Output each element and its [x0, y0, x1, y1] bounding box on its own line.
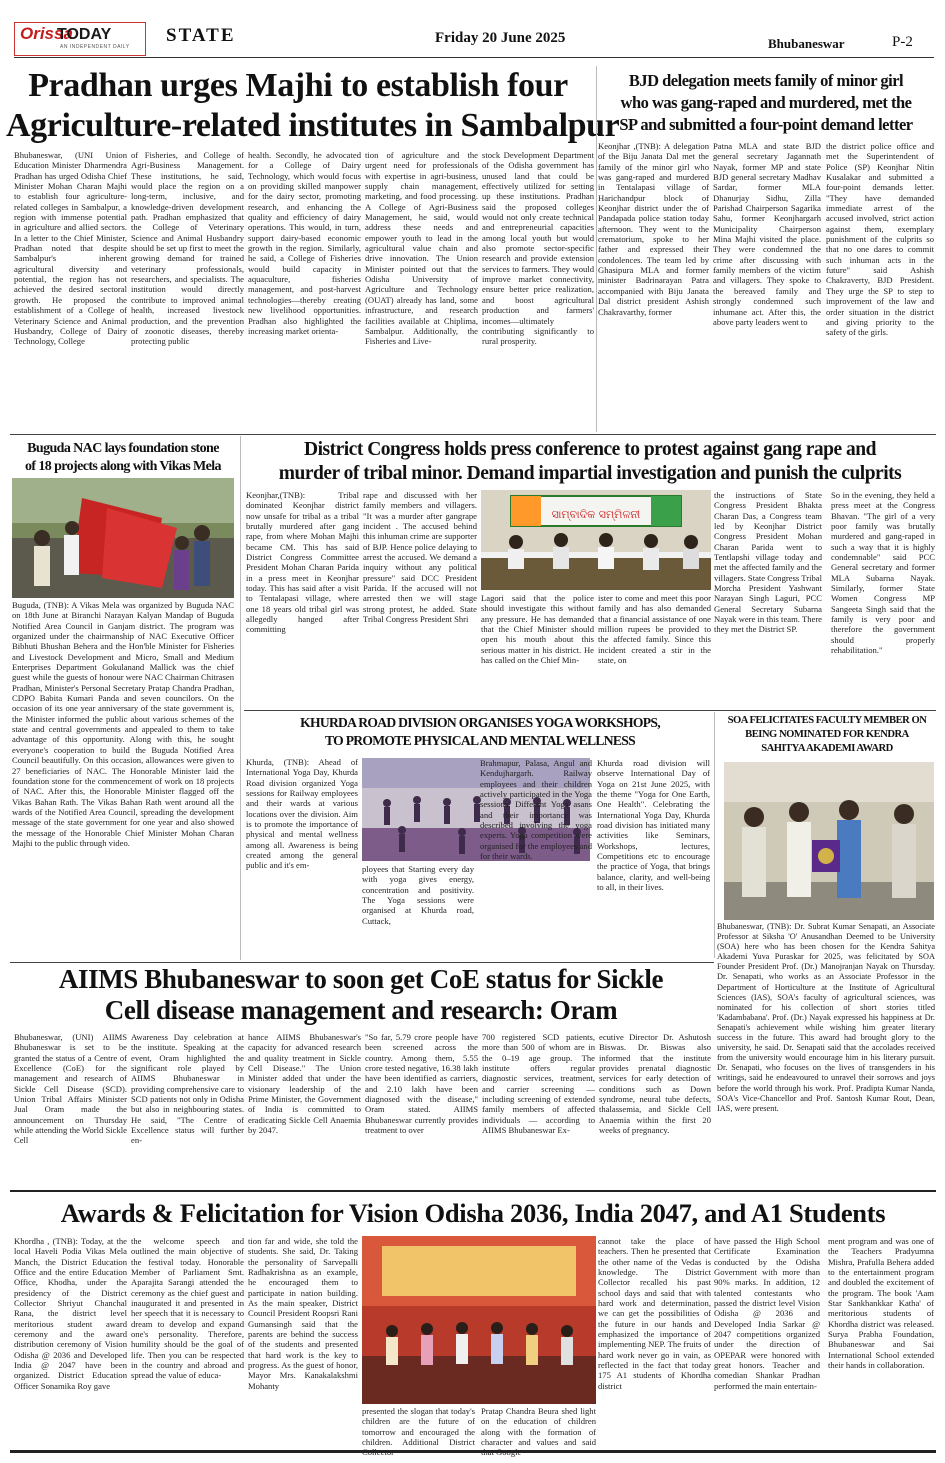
article-column: Bhubaneswar, (UNI Union Education Minister Dharmendra Pradhan has urged Odisha Chief Minister Mohan Charan Majhi to establish four agriculture-related colleges in Sambalpur, a region with immense potential in agriculture and allied sectors. In a letter to the Chief Minister, Pradhan noted that despite Sambalpur's inherent agricultural diversity and potential, the region has not achieved the desired sectoral growth. He proposed the establishment of a College of Veterinary Science and Animal Husbandry, College of Dairy Technology, College: [14, 150, 127, 347]
article-column: Bhubaneswar, (UNI) AIIMS Bhubaneswar is set to be granted the status of a Centre of Excellence (CoE) for the management and research of Sickle Cell Disease (SCD). Union Tribal Affairs Minister Jual Oram made the announcement on Thursday while attending the World Sickle Cell: [14, 1032, 127, 1146]
headline-line: Cell disease management and research: Oram: [104, 995, 618, 1025]
headline-line: KHURDA ROAD DIVISION ORGANISES YOGA WORKSHOPS,: [300, 715, 660, 730]
article-column: cannot take the place of teachers. Then he presented that the other name of the Vedas is knowledge. The District Collector recalled his past school days and said that with hard work and determination, we can get the possibilities of the future in our hands and emphasized the importance of implementing NEP. The fruits of hard work never go in vain, as reflected in the fact that today 175 A1 students of Khordha district: [598, 1236, 711, 1391]
headline-line: of 18 projects along with Vikas Mela: [25, 459, 221, 474]
headline-line: AIIMS Bhubaneswar to soon get CoE status for Sickle: [58, 964, 664, 994]
headline-line: BJD delegation meets family of minor girl: [628, 71, 904, 90]
headline-pradhan: [6, 66, 620, 148]
headline-line: Awards & Felicitation for Vision Odisha 2036, India 2047, and A1 Students: [60, 1198, 886, 1228]
article-column: Keonjhar,(TNB): Tribal dominated Keonjhar district now unsafe for tribal as a tribal brutally murdered after gang rape, from where Mohan Majhi became CM. This has said District Congress Committee President Mohan Charan Parida in a press meet in Keonjhar today. This has said after a visit to Tentalapasi village, where one 18 years old tribal girl was allegedly hanged after committing: [246, 490, 359, 635]
issue-date: Friday 20 June 2025: [435, 30, 566, 46]
headline-line: District Congress holds press conference to protest against gang rape and: [304, 439, 876, 460]
section-rule: [10, 962, 714, 963]
article-column: the welcome speech and outlined the main objective of the festival today. Honorable Member of Parliament Smt. Aparajita Sarangi attended the ceremony as the chief guest and inaugurated it and presented in her speech that it is necessary to dream to develop and expand one's personality. Therefore, humility should be the goal of life. Then you can be respected in the country and abroad and spread the value of educa-: [131, 1236, 244, 1381]
masthead-rule: [14, 57, 934, 58]
headline-line: Agriculture-related institutes in Sambalpur: [6, 107, 620, 144]
article-body: Buguda, (TNB): A Vikas Mela was organized by Buguda NAC on 18th June at Biranchi Narayan Kalyan Mandap of Buguda Notified Area Council in Ganjam district. The program was organized under the chairmanship of NAC Executive Officer Bibhuti Bhushan Behera and the Hon'ble Minister for Fisheries and Livestock Development and Micro, Small and Medium Enterprises Department Gokulanand Mallick was the chief guest while the guests of honour were NAC Chairman Chitrasen Pradhan, Minister's Personal Secretary Pratap Chandra Pradhan, CDPO Babita Kumari Panda and seven councilors. On the occasion of its one year anniversary of the state government is, the Minister informed the public about various schemes of the state and central governments and appealed to them to take advantage of this opportunity. Along with this, he sought everyone's cooperation to build the Buguda Notified Area Council beautifully. On this occasion, allowances were given to 27 beneficiaries of NAC. The Honorable Minister laid the foundation stone for the commencement of work on 18 projects of NAC. After this, the Honorable Minister flagged off the Vikas Bahan Rath. The Vikas Bahan Rath went around all the wards of the Notified Area Council, spreading the development message of the state government for one year and also showed the message of the Honorable Chief Minister Mohan Charan Majhi to the public through video.: [12, 600, 234, 848]
column-divider: [714, 712, 715, 958]
headline-line: SP and submitted a four-point demand letter: [619, 115, 913, 134]
headline-line: Pradhan urges Majhi to establish four: [28, 67, 568, 104]
article-column: hance AIIMS Bhubaneswar's capacity for advanced research and quality treatment in Sickle Cell Disease." The Union Minister added that under the visionary leadership of the Prime Minister, the Government of India is committed to eradicating Sickle Cell Anaemia by 2047.: [248, 1032, 361, 1136]
photo-soa-felicitation: [724, 762, 934, 920]
article-column: Khordha , (TNB): Today, at the local Haveli Podia Vikas Mela Manch, the District Education Office and the entire Education Office, Khodha, under the presidency of the District Collector Shriyut Chanchal Rana, the district level meritorious student award ceremony and the award distribution ceremony of Vision Odisha @ 2036 and Developed India @ 2047 have been organized. District Education Officer Sonamika Roy gave: [14, 1236, 127, 1391]
article-column: ployees that Starting every day with yoga gives energy, concentration and positivity. The Yoga sessions were organised at Khurda road, Cuttack,: [362, 864, 474, 926]
headline-buguda: [10, 440, 236, 478]
headline-line: who was gang-raped and murdered, met the: [620, 93, 912, 112]
page-bottom-rule: [10, 1450, 936, 1453]
article-column: Brahmapur, Palasa, Angul and Kendujhargarh. Railway employees and their children actively participated in the Yoga sessions. Different Yoga asans and their importance was described involving the yoga experts. Yoga competition were organised for the employees and for their wards.: [480, 758, 592, 862]
column-divider: [240, 436, 241, 960]
headline-line: SAHITYA AKADEMI AWARD: [761, 743, 893, 754]
logo-orissa: Orissa: [20, 24, 73, 43]
article-column: Patna MLA and state BJD general secretary Jagannath Nayak, former MP and state BJD general secretary Madhav Sardar, former MLA Dhanurjay Sidhu, Zilla Parishad Chairperson Sagarika Sahu, former Keonjhargarh Municipality Chairperson Mina Majhi visited the place. They were condemned the crime after discussing with family members of the victim and villagers. They spoke to the bereaved family and strongly condemned such inhumane act. After this, the above party leaders went to: [713, 141, 821, 327]
article-column: have passed the High School Certificate Examination conducted by the Odisha Government with more than 90% marks. In addition, 12 talented contestants who passed the district level Vision Odisha @ 2036 and Developed India Sarkar @ 2047 competitions organized under the direction of OPEPAR were honored with great honors. Teacher and comedian Shankar Pradhan performed the main entertain-: [714, 1236, 820, 1391]
article-column: tion of agriculture and the urgent need for professionals with expertise in agri-business, supply chain management, marketing, and food processing. A College of Agri-Business Management, he said, would address these needs and empower youth to lead in the agricultural value chain and drive innovation. The Union Minister pointed out that the Odisha University of Agriculture and Technology (OUAT) already has land, some infrastructure, and research facilities available at Chiplima, Sambalpur. Additionally, the Fisheries and Live-: [365, 150, 478, 347]
headline-awards: [10, 1196, 936, 1232]
section-rule: [10, 1190, 936, 1192]
article-column: presented the slogan that today's children are the future of tomorrow and encouraged the children. Additional District Collector: [362, 1406, 475, 1458]
article-column: Keonjhar ,(TNB): A delegation of the Biju Janata Dal met the family of the minor girl who was gang-raped and murdered in Tentalapasi village of Harichandpur block of Keonjhar district under the of Pandapada police station today afternoon. They went to the crematorium, spoke to her father and expressed their condolences. The team led by Ghasipura MLA and former minister Badrinarayan Patra accompanied with Biju Janata Dal district president Ashish Chakravarthy, former: [598, 141, 709, 317]
article-column: rape and discussed with her family members and villagers. "It was a murder after gangrape incident . The accused behind this inhuman crime are supporter of BJP. Hence police delaying to arrest the accused. We demand a inquiry without any political pressure" said DCC President Parida. If the accused will not arrested then we will stage strong protest, he added. State Tribal Congress President Shri: [363, 490, 477, 625]
headline-bjd: [598, 70, 934, 140]
photo-vikas-mela: [12, 478, 234, 598]
logo-tagline: AN INDEPENDENT DAILY: [60, 44, 130, 50]
section-rule: [10, 434, 936, 435]
headline-yoga: [244, 714, 716, 754]
headline-line: TO PROMOTE PHYSICAL AND MENTAL WELLNESS: [325, 733, 635, 748]
article-column: Khurda, (TNB): Ahead of International Yoga Day, Khurda Road division organized Yoga sessions for Railway employees and their wards at various locations over the division. Aim is to promote the importance of physical and mental wellness among all. Awareness is being created among the general public and it's em-: [246, 757, 358, 871]
article-column: health. Secondly, he advocated for a College of Dairy Technology, which would focus on providing skilled manpower for the dairy sector, promoting research, and enhancing the quality and efficiency of dairy operations. This would, in turn, support dairy-based economic growth in the region. Similarly, he said, a College of Fisheries would build capacity in aquaculture, fisheries management, and post-harvest technologies—thereby creating new livelihood opportunities. Pradhan also highlighted the increasing market orienta-: [248, 150, 361, 336]
edition-city: Bhubaneswar: [768, 36, 845, 51]
article-column: stock Development Department of the Odisha government has unused land that could be effectively utilized for setting up these institutions. Pradhan said the proposed colleges would not only create technical and entrepreneurial capacities among local youth but would also promote sector-specific research and provide extension services to farmers. They would improve market connectivity, ensure better price realization, and boost agricultural production and farmers' incomes—ultimately contributing significantly to rural prosperity.: [482, 150, 594, 347]
headline-line: BEING NOMINATED FOR KENDRA: [745, 729, 909, 740]
headline-aiims: [10, 964, 712, 1026]
article-column: ister to come and meet this poor family and has also demanded that a financial assistance of one million rupees be provided to the affected family. Since this incident created a stir in the state, on: [598, 593, 711, 666]
photo-press-conference: [481, 490, 711, 590]
article-column: ment program and was one of the Teachers Pradyumna Mishra, Prafulla Behera added to the entertainment program and doubled the excitement of the program. The book 'Aam Star Sankhankkar Katha' of meritorious students of Khordha district was released. Surya Prabha Foundation, Bhubaneswar and Sai International School extended their hands in collaboration.: [828, 1236, 934, 1371]
banner-caption: ସାମ୍ବାଦିକ ସମ୍ମିଳନୀ: [551, 508, 641, 521]
headline-district-congress: [244, 438, 936, 488]
article-column: Khurda road division will observe International Day of Yoga on 21st June 2025, with the theme "Yoga for One Earth, One Health". Celebrating the International Yoga Day, Khurda road division has initiated many activities like Seminars, Workshops, lectures, Competitions etc to encourage the practice of Yoga, that brings balance, clarity, and well-being to all, in their lives.: [597, 758, 710, 893]
headline-soa: [717, 714, 937, 758]
article-column: So in the evening, they held a press meet at the Congress Bhavan. "The girl of a very poor family was brutally murdered and gang-raped in such a way that it is highly condemnable" said PCC General secretary and former MLA Subarna Nayak. Similarly, former State Women Congress MP Sangeeta Singh said that the family is very poor and therefore the government should properly rehabilitation.": [831, 490, 935, 656]
article-column: 700 registered SCD patients, more than 500 of whom are in the 0–19 age group. The institute offers regular diagnostic services, treatment, and carrier screening — including screening of extended family members of affected individuals — according to AIIMS Bhubaneswar Ex-: [482, 1032, 595, 1136]
section-rule: [244, 710, 936, 711]
headline-line: murder of tribal minor. Demand impartial investigation and punish the culprits: [278, 463, 902, 484]
article-body: Bhubaneswar, (TNB): Dr. Subrat Kumar Senapati, an Associate Professor at Siksha 'O' Anusandhan Deemed to be University (SOA) here who has been chosen for the Kendra Sahitya Akademi Yuva Puraskar for 2025, was felicitated by SOA Founder President Prof. (Dr.) Manojranjan Nayak on Thursday. Dr. Senapati, who works as an Associate Professor in the Department of Horticulture at the Institute of Agricultural Sciences (IAS), SOA's faculty of agricultural sciences, was nominated for his collection of short stories titled 'Kadambabana'. Prof. (Dr.) Nayak expressed his happiness at Dr. Senapati's achievement while wishing him greater literary success in the future. This award had brought glory to the university, he said. Dr. Senapati said that the accolades received from the university would encourage him in his literary pursuit. Dr. Senapati, who focuses on the lives of transgenders in his writings, said he endeavoured to unravel their sorrows and joys before the world through his work. Prof. Pradipta Kumar Nanda, SOA's Vice-Chancellor and Prof. Santosh Kumar Rout, Dean, IAS, were present.: [717, 922, 935, 1113]
headline-line: Buguda NAC lays foundation stone: [27, 441, 219, 456]
article-column: Pratap Chandra Beura shed light on the education of children along with the formation of character and values and said that Google: [481, 1406, 596, 1458]
article-column: of Fisheries, and College of Agri-Business Management. These institutions, he said, would place the region on a long-term, inclusive, and knowledge-driven development path. Pradhan emphasized that the College of Veterinary Science and Animal Husbandry should be set up first to meet the growing demand for trained veterinary professionals, researchers, and specialists. The institution would directly contribute to improved animal health, increased livestock production, and the prevention of zoonotic diseases, thereby protecting public: [131, 150, 244, 347]
article-column: the instructions of State Congress President Bhakta Charan Das, a Congress team led by Keonjhar District Congress President Mohan Charan Parida went to Tentlapshi village today and met the affected family and the villagers. State Congress Tribal Morcha President Yashwant Narayan Singh Laguri, PCC General Secretary Subarna Nayak were in this team. There they met the District SP.: [714, 490, 822, 635]
headline-line: SOA FELICITATES FACULTY MEMBER ON: [727, 715, 927, 726]
article-column: "So far, 5.79 crore people have been screened across the country. Among them, 5.55 crore tested negative, 16.38 lakh have been identified as carriers, and 2.10 lakh have been diagnosed with the disease," Oram stated. AIIMS Bhubaneswar currently provides treatment to over: [365, 1032, 478, 1136]
article-column: the district police office and met the Superintendent of Police (SP) Keonjhar Nitin Kusalakar and submitted a four-point demands letter. "They have demanded immediate arrest of the accused involved, strict action against them, exemplary punishment of the culprits so that no one dares to commit such inhuman acts in the future" said Ashish Chakraverty, BJD President. They urge the SP to step to improvement of the law and order situation in the district and giving priority to the safety of the girls.: [826, 141, 934, 338]
column-divider: [596, 66, 597, 432]
section-label: STATE: [166, 25, 236, 46]
article-column: Lagori said that the police should investigate this without any pressure. He has demanded that the Chief Minister should open his mouth about this serious matter in his district. He has called on the Chief Min-: [481, 593, 594, 666]
article-column: Awareness Day celebration at the institute. Speaking at the event, Oram highlighted the significant role played by AIIMS Bhubaneswar in providing comprehensive care to SCD patients not only in Odisha but also in neighbouring states. He said, "The Centre of Excellence status will further en-: [131, 1032, 244, 1146]
photo-award-ceremony: [362, 1236, 596, 1404]
page-number: P-2: [892, 34, 913, 50]
article-column: ecutive Director Dr. Ashutosh Biswas. Dr. Biswas also informed that the institute provides prenatal diagnostic services for early detection of conditions such as Down syndrome, neural tube defects, thalassemia, and Sickle Cell Anaemia within the first 20 weeks of pregnancy.: [599, 1032, 711, 1136]
logo-today: TODAY: [57, 26, 112, 43]
article-column: tion far and wide, she told the students. She said, Dr. Taking the personality of Sarvepalli Radhakrishna as an example, he encouraged them to participate in nation building. As the main speaker, District Council President Roopsri Rani Gumansingh said that the parents are behind the success of the students and presented that hard work is the key to progress. As the guest of honor, Mayor Mrs. Kanakalakshmi Mohanty: [248, 1236, 358, 1391]
